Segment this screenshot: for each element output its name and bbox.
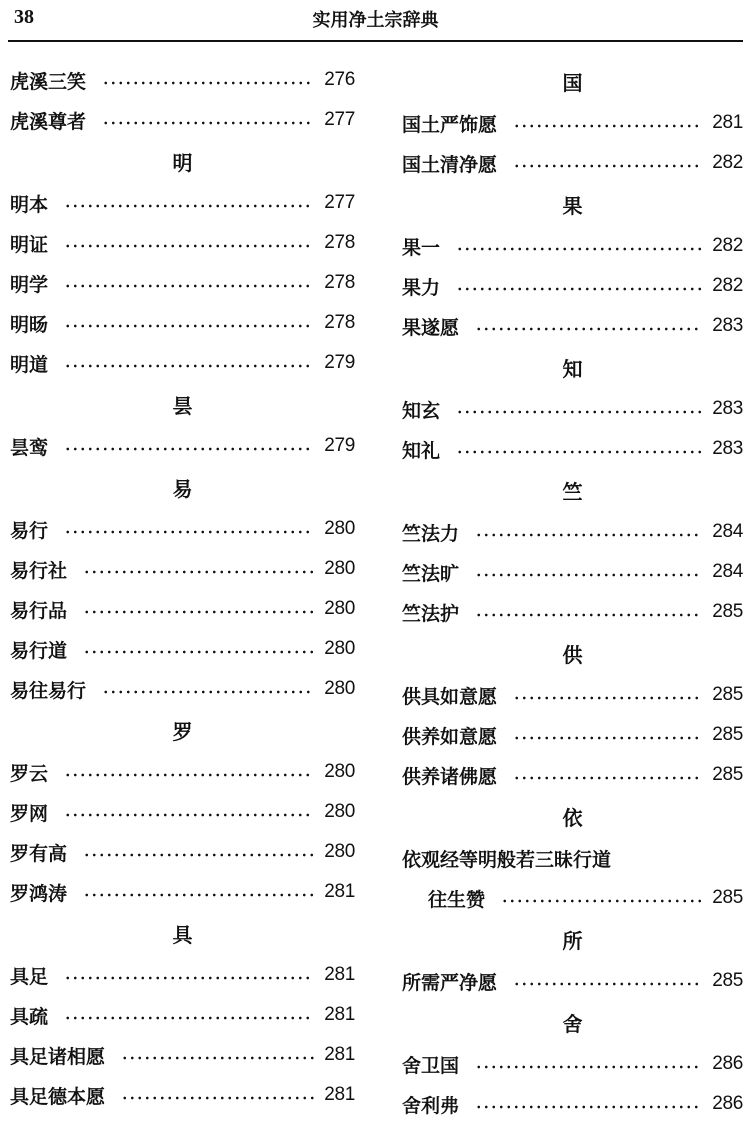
index-entry bbox=[402, 306, 743, 346]
dot-leader bbox=[501, 896, 702, 906]
dot-leader bbox=[64, 527, 314, 537]
section-heading bbox=[402, 469, 743, 512]
section-heading bbox=[402, 632, 743, 675]
dot-leader bbox=[83, 647, 314, 657]
page-number-ref: 280 bbox=[324, 761, 355, 782]
dot-leader bbox=[456, 407, 702, 417]
page-number-ref: 282 bbox=[712, 235, 743, 256]
index-entry bbox=[402, 961, 743, 1001]
dot-leader bbox=[456, 284, 702, 294]
index-entry bbox=[402, 552, 743, 592]
section-heading-char: 明 bbox=[172, 151, 193, 175]
page-number-ref: 286 bbox=[712, 1093, 743, 1114]
section-heading-char: 供 bbox=[562, 643, 583, 667]
section-heading-char: 依 bbox=[562, 806, 583, 830]
entry-term: 明证 bbox=[10, 233, 49, 256]
dot-leader bbox=[513, 773, 702, 783]
index-entry bbox=[402, 103, 743, 143]
entry-term: 罗有高 bbox=[10, 842, 68, 865]
section-heading-char: 昙 bbox=[172, 394, 193, 418]
index-entry bbox=[402, 1044, 743, 1084]
index-entry bbox=[10, 303, 355, 343]
index-entry bbox=[10, 995, 355, 1035]
section-heading-char: 具 bbox=[172, 923, 193, 947]
page-number-ref: 285 bbox=[712, 887, 743, 908]
page-number-ref: 280 bbox=[324, 841, 355, 862]
index-entry bbox=[402, 1084, 743, 1124]
index-entry bbox=[402, 429, 743, 469]
section-heading bbox=[402, 60, 743, 103]
entry-term: 罗云 bbox=[10, 762, 49, 785]
page-number-ref: 283 bbox=[712, 438, 743, 459]
page-number-ref: 283 bbox=[712, 315, 743, 336]
index-entry bbox=[402, 592, 743, 632]
section-heading bbox=[10, 912, 355, 955]
dot-leader bbox=[513, 121, 702, 131]
entry-term: 虎溪三笑 bbox=[10, 70, 87, 93]
entry-term: 竺法旷 bbox=[402, 562, 460, 585]
section-heading-char: 舍 bbox=[562, 1012, 583, 1036]
index-entry bbox=[10, 263, 355, 303]
section-heading bbox=[10, 383, 355, 426]
page-number-ref: 278 bbox=[324, 272, 355, 293]
entry-term: 竺法力 bbox=[402, 522, 460, 545]
page-number-ref: 280 bbox=[324, 801, 355, 822]
entry-term: 易行社 bbox=[10, 559, 68, 582]
page-number-ref: 277 bbox=[324, 192, 355, 213]
page-number-ref: 281 bbox=[324, 964, 355, 985]
dot-leader bbox=[64, 973, 314, 983]
section-heading-char: 竺 bbox=[562, 480, 583, 504]
dot-leader bbox=[475, 570, 702, 580]
entry-term: 易行 bbox=[10, 519, 49, 542]
index-entry bbox=[10, 223, 355, 263]
dot-leader bbox=[513, 693, 702, 703]
section-heading-char: 罗 bbox=[172, 720, 193, 744]
page-number-ref: 281 bbox=[324, 881, 355, 902]
index-entry bbox=[402, 512, 743, 552]
section-heading-char: 国 bbox=[562, 71, 583, 95]
entry-term: 果一 bbox=[402, 236, 441, 259]
page-number-ref: 285 bbox=[712, 601, 743, 622]
index-entry bbox=[10, 549, 355, 589]
index-entry bbox=[10, 509, 355, 549]
entry-term: 供养诸佛愿 bbox=[402, 765, 498, 788]
dot-leader bbox=[64, 770, 314, 780]
entry-term: 明学 bbox=[10, 273, 49, 296]
entry-term: 具疏 bbox=[10, 1005, 49, 1028]
index-entry bbox=[10, 343, 355, 383]
page-number-ref: 280 bbox=[324, 558, 355, 579]
entry-term: 依观经等明般若三昧行道 bbox=[402, 848, 612, 871]
dot-leader bbox=[64, 444, 314, 454]
entry-term: 虎溪尊者 bbox=[10, 110, 87, 133]
entry-term: 国土清净愿 bbox=[402, 153, 498, 176]
dot-leader bbox=[475, 1062, 702, 1072]
page-number-ref: 281 bbox=[324, 1004, 355, 1025]
page-number-ref: 285 bbox=[712, 724, 743, 745]
index-entry bbox=[10, 955, 355, 995]
entry-term: 竺法护 bbox=[402, 602, 460, 625]
page-number-ref: 280 bbox=[324, 678, 355, 699]
dot-leader bbox=[64, 241, 314, 251]
entry-term: 罗鸿涛 bbox=[10, 882, 68, 905]
page-number-ref: 282 bbox=[712, 152, 743, 173]
index-entry bbox=[402, 389, 743, 429]
dot-leader bbox=[475, 1102, 702, 1112]
index-entry bbox=[10, 629, 355, 669]
dot-leader bbox=[475, 324, 702, 334]
entry-term: 明本 bbox=[10, 193, 49, 216]
page-number-ref: 286 bbox=[712, 1053, 743, 1074]
entry-term: 往生赞 bbox=[428, 888, 486, 911]
index-entry bbox=[10, 589, 355, 629]
index-entry bbox=[10, 752, 355, 792]
book-title: 实用净土宗辞典 bbox=[312, 10, 439, 31]
section-heading-char: 易 bbox=[172, 477, 193, 501]
index-entry bbox=[10, 872, 355, 912]
page-number-ref: 283 bbox=[712, 398, 743, 419]
dot-leader bbox=[83, 567, 314, 577]
page-number: 38 bbox=[14, 6, 34, 28]
entry-term: 果力 bbox=[402, 276, 441, 299]
page-number-ref: 280 bbox=[324, 518, 355, 539]
index-entry bbox=[402, 266, 743, 306]
entry-term: 供养如意愿 bbox=[402, 725, 498, 748]
index-entry bbox=[10, 60, 355, 100]
entry-term: 果遂愿 bbox=[402, 316, 460, 339]
entry-term: 知礼 bbox=[402, 439, 441, 462]
entry-term: 具足诸相愿 bbox=[10, 1045, 106, 1068]
page-number-ref: 281 bbox=[324, 1084, 355, 1105]
index-entry bbox=[402, 675, 743, 715]
index-entry bbox=[10, 832, 355, 872]
index-entry bbox=[10, 1035, 355, 1075]
entry-term: 国土严饰愿 bbox=[402, 113, 498, 136]
dot-leader bbox=[456, 447, 702, 457]
page-header bbox=[0, 0, 751, 40]
entry-term: 舍卫国 bbox=[402, 1054, 460, 1077]
dot-leader bbox=[121, 1093, 314, 1103]
dot-leader bbox=[102, 78, 314, 88]
page-number-ref: 278 bbox=[324, 232, 355, 253]
entry-term: 明旸 bbox=[10, 313, 49, 336]
entry-term: 知玄 bbox=[402, 399, 441, 422]
dot-leader bbox=[121, 1053, 314, 1063]
section-heading bbox=[402, 183, 743, 226]
index-entry bbox=[10, 1075, 355, 1115]
page-number-ref: 280 bbox=[324, 598, 355, 619]
index-entry-continued bbox=[402, 878, 743, 918]
section-heading bbox=[10, 709, 355, 752]
page-number-ref: 281 bbox=[324, 1044, 355, 1065]
dot-leader bbox=[456, 244, 702, 254]
entry-term: 供具如意愿 bbox=[402, 685, 498, 708]
entry-term: 舍利弗 bbox=[402, 1094, 460, 1117]
dot-leader bbox=[83, 607, 314, 617]
index-entry bbox=[10, 100, 355, 140]
dot-leader bbox=[513, 733, 702, 743]
header-rule bbox=[8, 40, 743, 42]
page-number-ref: 285 bbox=[712, 764, 743, 785]
index-entry bbox=[402, 755, 743, 795]
dot-leader bbox=[64, 281, 314, 291]
section-heading bbox=[402, 1001, 743, 1044]
page-number-ref: 279 bbox=[324, 435, 355, 456]
entry-term: 易行道 bbox=[10, 639, 68, 662]
section-heading-char: 果 bbox=[562, 194, 583, 218]
page-number-ref: 281 bbox=[712, 112, 743, 133]
dot-leader bbox=[64, 201, 314, 211]
dot-leader bbox=[83, 850, 314, 860]
section-heading bbox=[402, 918, 743, 961]
index-entry bbox=[402, 226, 743, 266]
entry-term: 明道 bbox=[10, 353, 49, 376]
section-heading-char: 所 bbox=[562, 929, 583, 953]
page-number-ref: 277 bbox=[324, 109, 355, 130]
dot-leader bbox=[64, 361, 314, 371]
entry-term: 易往易行 bbox=[10, 679, 87, 702]
entry-term: 昙鸾 bbox=[10, 436, 49, 459]
entry-term: 易行品 bbox=[10, 599, 68, 622]
page-number-ref: 279 bbox=[324, 352, 355, 373]
dot-leader bbox=[64, 1013, 314, 1023]
entry-term: 罗网 bbox=[10, 802, 49, 825]
index-column-right bbox=[402, 60, 743, 1124]
page-number-ref: 284 bbox=[712, 561, 743, 582]
page-number-ref: 285 bbox=[712, 684, 743, 705]
dot-leader bbox=[102, 687, 314, 697]
index-entry bbox=[10, 792, 355, 832]
page-number-ref: 278 bbox=[324, 312, 355, 333]
dot-leader bbox=[513, 161, 702, 171]
entry-term: 具足德本愿 bbox=[10, 1085, 106, 1108]
dot-leader bbox=[513, 979, 702, 989]
page-number-ref: 284 bbox=[712, 521, 743, 542]
dot-leader bbox=[64, 321, 314, 331]
entry-term: 具足 bbox=[10, 965, 49, 988]
page-number-ref: 282 bbox=[712, 275, 743, 296]
section-heading bbox=[10, 140, 355, 183]
dot-leader bbox=[102, 118, 314, 128]
index-entry bbox=[402, 143, 743, 183]
page-number-ref: 276 bbox=[324, 69, 355, 90]
entry-term: 所需严净愿 bbox=[402, 971, 498, 994]
section-heading bbox=[10, 466, 355, 509]
page-number-ref: 280 bbox=[324, 638, 355, 659]
section-heading-char: 知 bbox=[562, 357, 583, 381]
dot-leader bbox=[64, 810, 314, 820]
dot-leader bbox=[475, 610, 702, 620]
index-entry bbox=[10, 669, 355, 709]
dot-leader bbox=[83, 890, 314, 900]
dot-leader bbox=[475, 530, 702, 540]
page-number-ref: 285 bbox=[712, 970, 743, 991]
section-heading bbox=[402, 346, 743, 389]
index-entry bbox=[10, 426, 355, 466]
index-column-left bbox=[10, 60, 355, 1115]
index-entry bbox=[402, 715, 743, 755]
index-entry bbox=[10, 183, 355, 223]
section-heading bbox=[402, 795, 743, 838]
index-entry bbox=[402, 838, 743, 878]
